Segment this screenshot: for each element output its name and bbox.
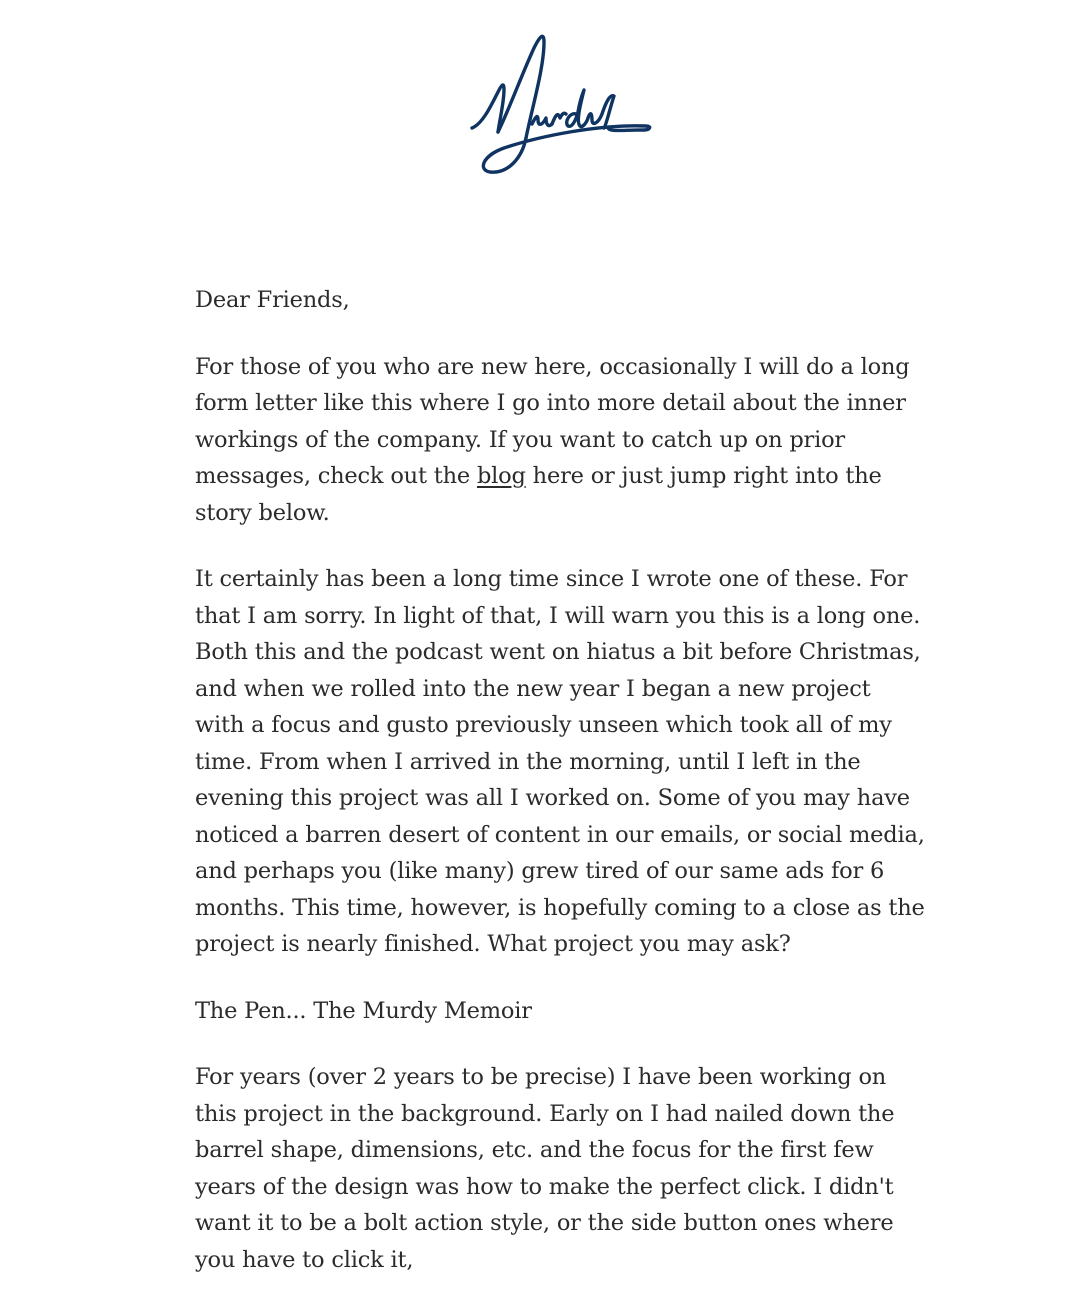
blog-link[interactable]: blog <box>476 463 526 489</box>
letter-body <box>195 282 925 1308</box>
letter-greeting: Dear Friends, <box>195 287 350 313</box>
letter-intro-paragraph <box>195 349 925 532</box>
letter-paragraph-3: For years (over 2 years to be precise) I have been working on this project in the background. Early on I had nailed down the barrel shape, dimensions, etc. and the focus for the first few years of the design was how to make the perfect click. I didn't want it to be a bolt action style, or the side button ones where you have to click it, <box>195 1064 895 1273</box>
intro-text-after-link: here or just jump right into the story below. <box>195 463 882 526</box>
intro-text-before-link: For those of you who are new here, occasionally I will do a long form letter like this where I go into more detail about the inner workings of the company. If you want to catch up on prior messages, check out the <box>195 353 910 489</box>
letter-paragraph-2: It certainly has been a long time since I wrote one of these. For that I am sorry. In light of that, I will warn you this is a long one. Both this and the podcast went on hiatus a bit before Christmas, and when we rolled into the new year I began a new project with a focus and gusto previously unseen which took all of my time. From when I arrived in the morning, until I left in the evening this project was all I worked on. Some of you may have noticed a barren desert of content in our emails, or social media, and perhaps you (like many) grew tired of our same ads for 6 months. This time, however, is hopefully coming to a close as the project is nearly finished. What project you may ask? <box>195 566 925 957</box>
murdy-signature-logo[interactable] <box>460 28 660 183</box>
letter-section-heading: The Pen... The Murdy Memoir <box>195 997 532 1024</box>
signature-icon <box>460 28 660 183</box>
